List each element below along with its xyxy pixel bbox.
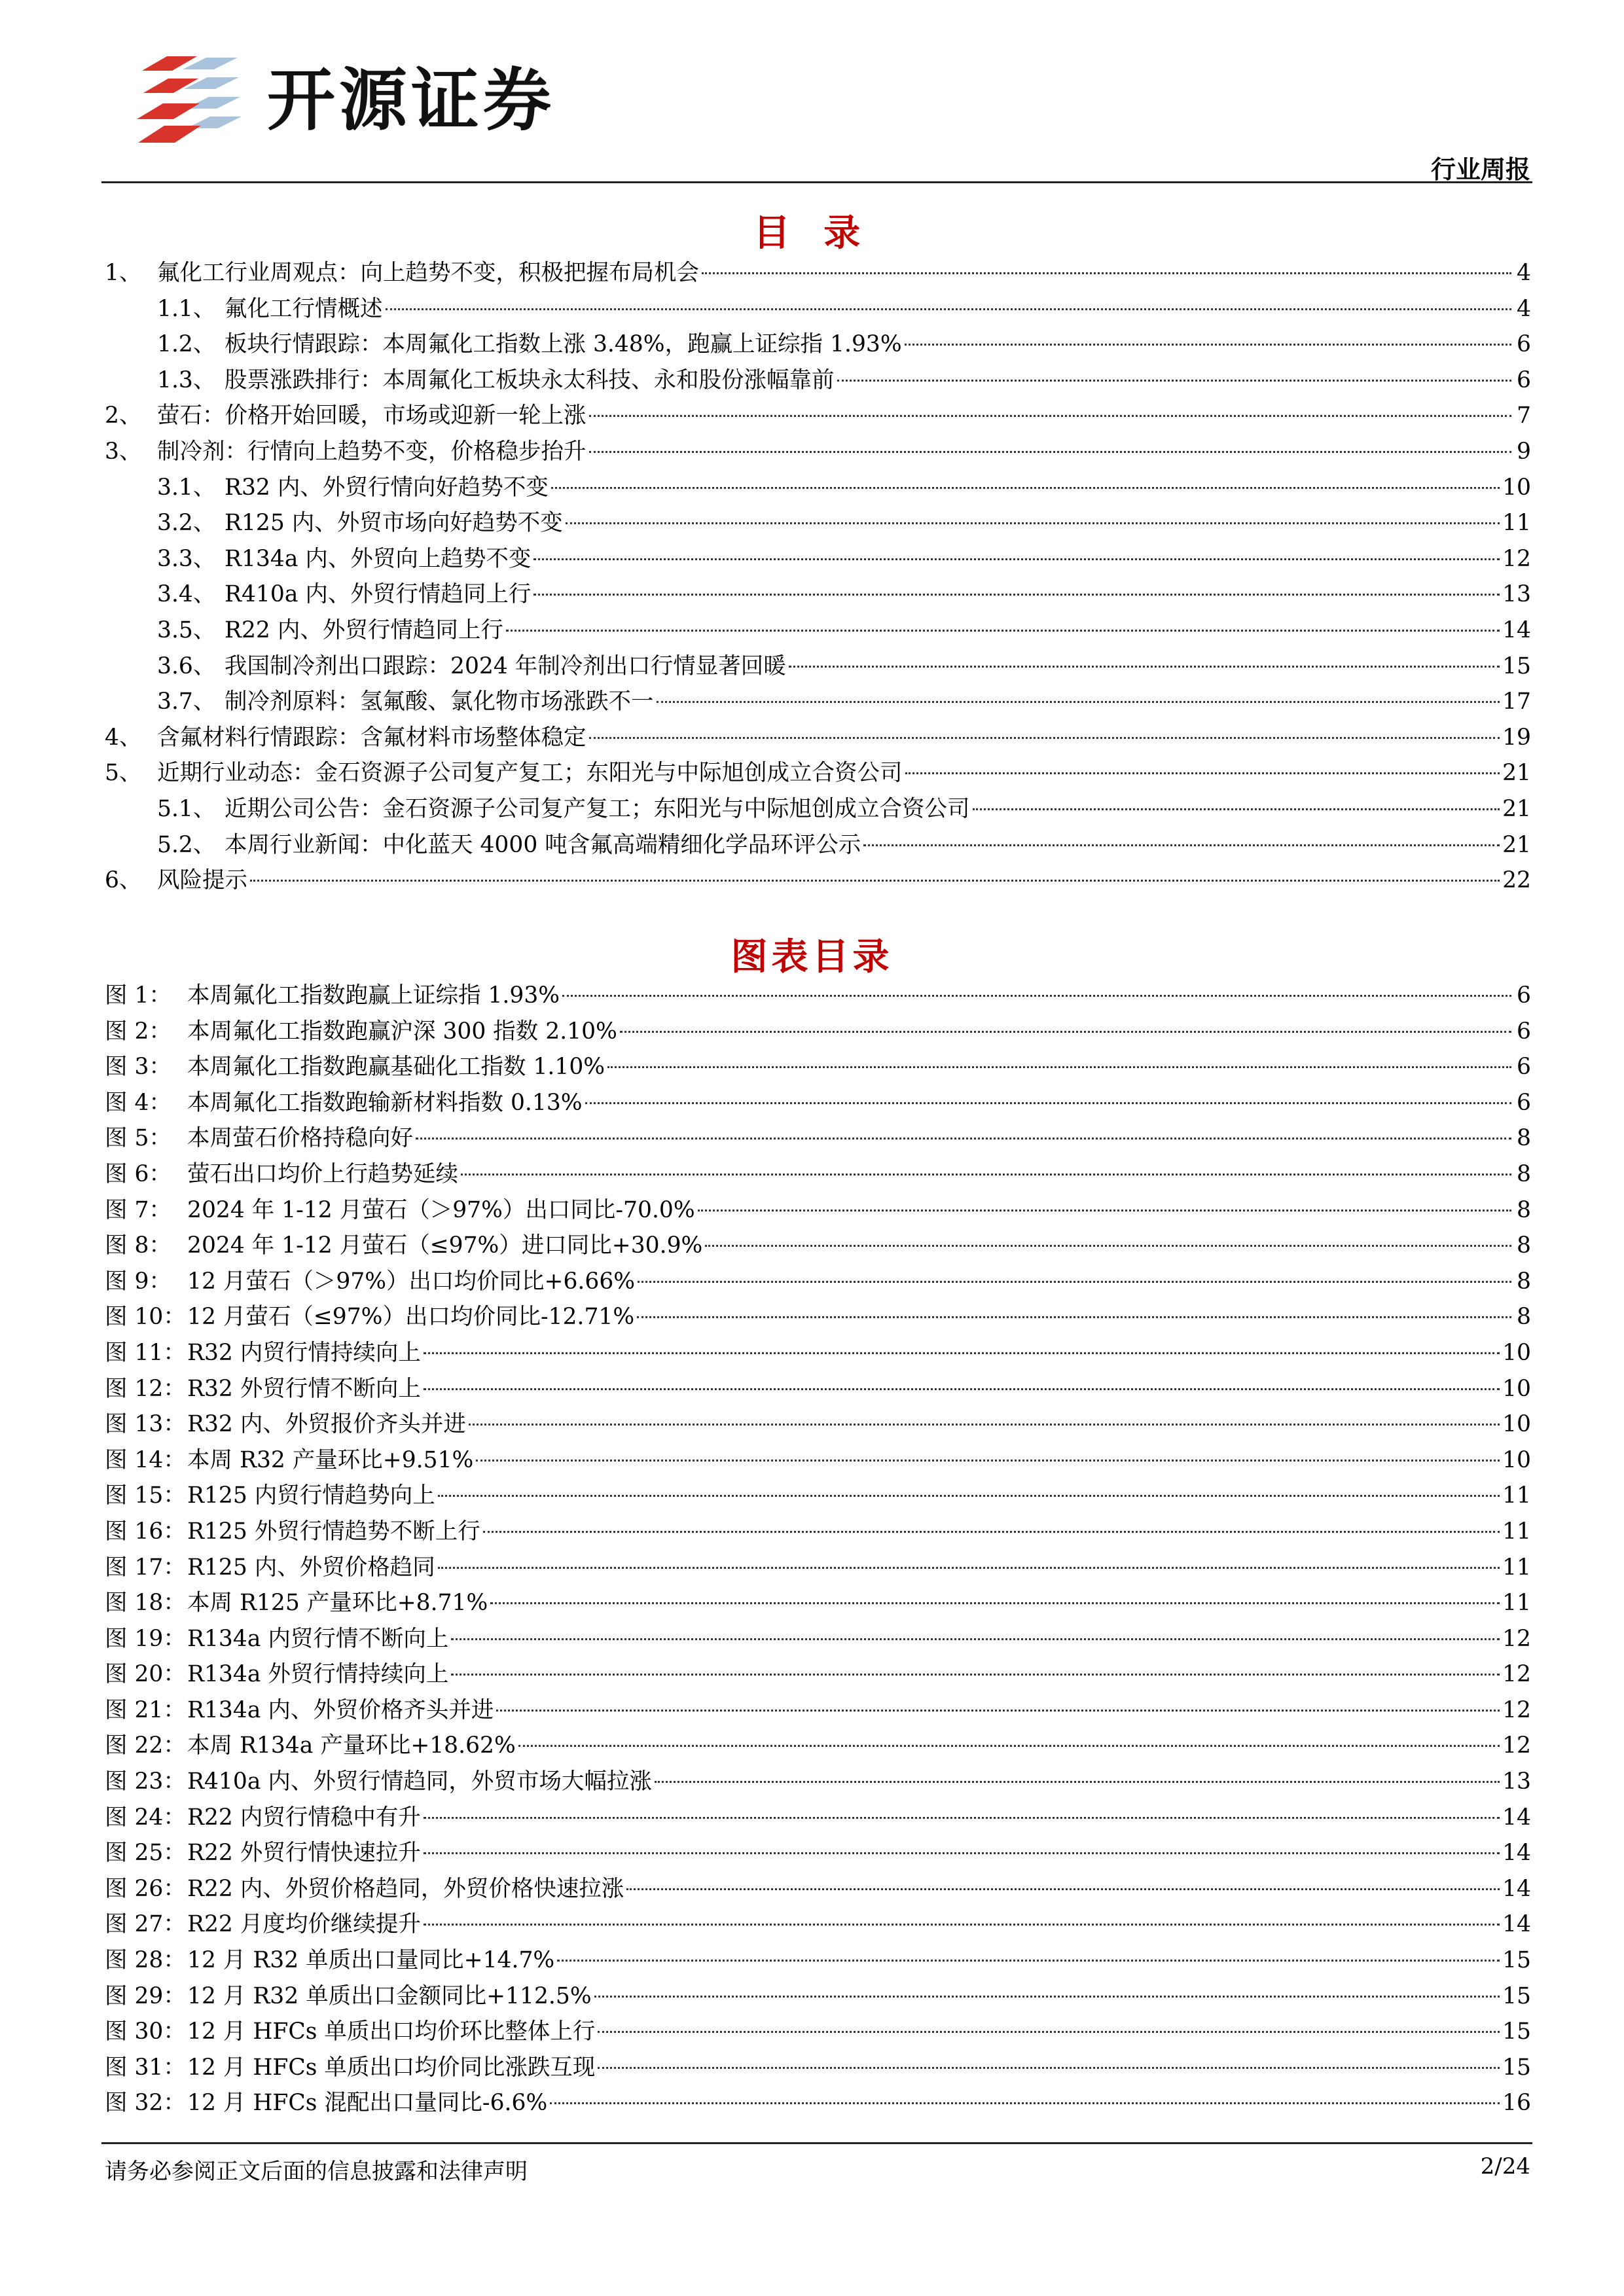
entry-number: 图 27： xyxy=(105,1911,186,1938)
entry-number: 图 13： xyxy=(105,1411,186,1438)
figure-entry[interactable] xyxy=(105,1407,1531,1443)
dot-leader xyxy=(705,1245,1511,1247)
entry-page: 14 xyxy=(1502,1911,1531,1938)
entry-number: 图 9： xyxy=(105,1268,171,1295)
toc-entry[interactable] xyxy=(105,505,1531,541)
figure-entry[interactable] xyxy=(105,1014,1531,1050)
figure-entry[interactable] xyxy=(105,1943,1531,1979)
entry-title: 氟化工行情概述 xyxy=(225,295,383,322)
toc-entry[interactable] xyxy=(105,863,1531,899)
dot-leader xyxy=(607,1066,1511,1068)
figure-entry[interactable] xyxy=(105,2014,1531,2050)
dot-leader xyxy=(837,380,1512,382)
toc-entry[interactable] xyxy=(105,791,1531,827)
entry-page: 14 xyxy=(1502,1875,1531,1902)
entry-page: 13 xyxy=(1502,581,1531,608)
toc-entry[interactable] xyxy=(105,755,1531,791)
entry-number: 6、 xyxy=(105,867,142,894)
figure-entry[interactable] xyxy=(105,1193,1531,1229)
entry-number: 1.3、 xyxy=(157,367,216,393)
entry-page: 6 xyxy=(1517,1054,1531,1081)
header-rule xyxy=(101,181,1532,183)
entry-title: 氟化工行业周观点：向上趋势不变，积极把握布局机会 xyxy=(157,260,699,286)
entry-page: 11 xyxy=(1502,1518,1531,1545)
entry-title: 2024 年 1-12 月萤石（＞97%）出口同比-70.0% xyxy=(187,1196,695,1223)
entry-number: 5、 xyxy=(105,760,142,787)
entry-page: 15 xyxy=(1502,2054,1531,2081)
figures-title: 图表目录 xyxy=(731,936,893,978)
entry-title: 本周氟化工指数跑赢基础化工指数 1.10% xyxy=(187,1054,605,1081)
entry-title: R32 内贸行情持续向上 xyxy=(187,1339,421,1366)
entry-number: 2、 xyxy=(105,403,142,429)
entry-number: 图 32： xyxy=(105,2090,186,2117)
dot-leader xyxy=(557,1960,1500,1962)
entry-title: R32 外贸行情不断向上 xyxy=(187,1375,421,1402)
entry-number: 图 2： xyxy=(105,1018,171,1045)
entry-title: 12 月 HFCs 单质出口均价同比涨跌互现 xyxy=(187,2054,596,2081)
entry-page: 9 xyxy=(1517,438,1531,465)
dot-leader xyxy=(416,1138,1511,1139)
entry-number: 图 14： xyxy=(105,1446,186,1473)
dot-leader xyxy=(424,1817,1500,1819)
entry-title: 近期公司公告：金石资源子公司复产复工；东阳光与中际旭创成立合资公司 xyxy=(225,795,970,822)
page-number: 2/24 xyxy=(1480,2153,1530,2179)
entry-number: 图 8： xyxy=(105,1232,171,1259)
toc-entry[interactable] xyxy=(105,827,1531,863)
entry-title: 股票涨跌排行：本周氟化工板块永太科技、永和股份涨幅靠前 xyxy=(225,367,835,393)
entry-title: 12 月 R32 单质出口量同比+14.7% xyxy=(187,1947,555,1974)
figure-entry[interactable] xyxy=(105,1621,1531,1657)
entry-title: 本周 R125 产量环比+8.71% xyxy=(187,1590,488,1617)
entry-number: 图 4： xyxy=(105,1089,171,1116)
toc-entry[interactable] xyxy=(105,255,1531,291)
dot-leader xyxy=(598,2067,1500,2069)
toc-entry[interactable] xyxy=(105,649,1531,685)
toc-entry[interactable] xyxy=(105,470,1531,506)
figure-entry[interactable] xyxy=(105,1085,1531,1121)
entry-page: 12 xyxy=(1502,1661,1531,1688)
figure-entry[interactable] xyxy=(105,1049,1531,1085)
dot-leader xyxy=(626,1888,1500,1890)
entry-number: 图 22： xyxy=(105,1732,186,1759)
entry-page: 10 xyxy=(1502,1411,1531,1438)
entry-number: 图 23： xyxy=(105,1768,186,1795)
dot-leader xyxy=(424,1388,1500,1390)
entry-title: R125 内、外贸价格趋同 xyxy=(187,1554,435,1581)
toc-entry[interactable] xyxy=(105,291,1531,327)
entry-number: 1、 xyxy=(105,260,142,286)
entry-title: 12 月 HFCs 混配出口量同比-6.6% xyxy=(187,2090,548,2117)
entry-number: 图 16： xyxy=(105,1518,186,1545)
dot-leader xyxy=(506,630,1500,632)
entry-page: 12 xyxy=(1502,545,1531,572)
figure-entry[interactable] xyxy=(105,1121,1531,1157)
entry-title: 制冷剂原料：氢氟酸、氯化物市场涨跌不一 xyxy=(225,689,654,715)
entry-page: 15 xyxy=(1502,2018,1531,2045)
entry-number: 图 10： xyxy=(105,1304,186,1331)
entry-title: R410a 内、外贸行情趋同上行 xyxy=(225,581,532,608)
entry-title: R125 内贸行情趋势向上 xyxy=(187,1482,435,1509)
footer-rule xyxy=(101,2142,1532,2144)
entry-number: 图 21： xyxy=(105,1696,186,1723)
entry-page: 6 xyxy=(1517,1018,1531,1045)
entry-number: 图 24： xyxy=(105,1804,186,1831)
dot-leader xyxy=(598,2031,1500,2033)
dot-leader xyxy=(905,772,1500,774)
entry-page: 4 xyxy=(1517,295,1531,322)
entry-page: 8 xyxy=(1517,1304,1531,1331)
dot-leader xyxy=(789,666,1500,668)
entry-page: 15 xyxy=(1502,1947,1531,1974)
entry-page: 15 xyxy=(1502,1982,1531,2009)
entry-number: 4、 xyxy=(105,724,142,751)
dot-leader xyxy=(533,594,1500,596)
entry-title: 萤石：价格开始回暖，市场或迎新一轮上涨 xyxy=(157,403,586,429)
entry-number: 1.2、 xyxy=(157,331,216,358)
entry-page: 4 xyxy=(1517,260,1531,286)
figure-entry[interactable] xyxy=(105,2050,1531,2086)
figure-entry[interactable] xyxy=(105,1443,1531,1479)
entry-title: R134a 内贸行情不断向上 xyxy=(187,1625,449,1652)
entry-page: 8 xyxy=(1517,1268,1531,1295)
entry-title: R410a 内、外贸行情趋同，外贸市场大幅拉涨 xyxy=(187,1768,652,1795)
entry-page: 6 xyxy=(1517,331,1531,358)
entry-number: 图 25： xyxy=(105,1840,186,1867)
dot-leader xyxy=(620,1031,1511,1033)
entry-title: R22 外贸行情快速拉升 xyxy=(187,1840,421,1867)
entry-page: 8 xyxy=(1517,1232,1531,1259)
entry-title: 含氟材料行情跟踪：含氟材料市场整体稳定 xyxy=(157,724,586,751)
dot-leader xyxy=(863,844,1500,846)
dot-leader xyxy=(566,522,1500,524)
toc-entry[interactable] xyxy=(105,398,1531,434)
entry-title: R22 内、外贸行情趋同上行 xyxy=(225,617,503,643)
entry-page: 21 xyxy=(1502,795,1531,822)
entry-number: 3.3、 xyxy=(157,545,216,572)
figure-entry[interactable] xyxy=(105,1657,1531,1693)
entry-number: 图 11： xyxy=(105,1339,186,1366)
entry-number: 3、 xyxy=(105,438,142,465)
entry-title: R125 外贸行情趋势不断上行 xyxy=(187,1518,480,1545)
dot-leader xyxy=(594,1996,1500,1998)
entry-page: 13 xyxy=(1502,1768,1531,1795)
toc-entry[interactable] xyxy=(105,434,1531,470)
entry-page: 6 xyxy=(1517,367,1531,393)
entry-page: 8 xyxy=(1517,1125,1531,1152)
entry-page: 10 xyxy=(1502,1339,1531,1366)
entry-title: 板块行情跟踪：本周氟化工指数上涨 3.48%，跑赢上证综指 1.93% xyxy=(225,331,902,358)
dot-leader xyxy=(702,272,1511,274)
toc-entry[interactable] xyxy=(105,363,1531,399)
entry-number: 1.1、 xyxy=(157,295,216,322)
dot-leader xyxy=(476,1460,1500,1462)
dot-leader xyxy=(483,1531,1500,1533)
toc-entry[interactable] xyxy=(105,541,1531,577)
dot-leader xyxy=(698,1210,1511,1211)
entry-page: 12 xyxy=(1502,1625,1531,1652)
entry-title: 本周 R32 产量环比+9.51% xyxy=(187,1446,474,1473)
entry-title: R22 内贸行情稳中有升 xyxy=(187,1804,421,1831)
brand-logo-icon xyxy=(134,51,249,149)
entry-page: 10 xyxy=(1502,1375,1531,1402)
figure-entry[interactable] xyxy=(105,1335,1531,1371)
entry-page: 14 xyxy=(1502,1804,1531,1831)
entry-page: 10 xyxy=(1502,474,1531,501)
entry-page: 6 xyxy=(1517,982,1531,1009)
entry-title: 12 月 R32 单质出口金额同比+112.5% xyxy=(187,1982,592,2009)
entry-number: 图 6： xyxy=(105,1160,171,1187)
entry-title: R125 内、外贸市场向好趋势不变 xyxy=(225,510,563,537)
toc-list xyxy=(105,255,1531,899)
entry-number: 图 12： xyxy=(105,1375,186,1402)
dot-leader xyxy=(496,1710,1500,1712)
entry-page: 6 xyxy=(1517,1089,1531,1116)
dot-leader xyxy=(424,1352,1500,1354)
entry-number: 3.1、 xyxy=(157,474,216,501)
entry-page: 17 xyxy=(1502,689,1531,715)
toc-entry[interactable] xyxy=(105,577,1531,613)
toc-entry[interactable] xyxy=(105,720,1531,756)
entry-page: 21 xyxy=(1502,831,1531,858)
entry-page: 21 xyxy=(1502,760,1531,787)
dot-leader xyxy=(585,1102,1511,1104)
entry-title: 本周氟化工指数跑赢沪深 300 指数 2.10% xyxy=(187,1018,617,1045)
entry-number: 3.4、 xyxy=(157,581,216,608)
figure-entry[interactable] xyxy=(105,1979,1531,2015)
entry-title: 本周氟化工指数跑赢上证综指 1.93% xyxy=(187,982,560,1009)
entry-page: 8 xyxy=(1517,1160,1531,1187)
dot-leader xyxy=(533,558,1500,560)
figure-entry[interactable] xyxy=(105,1228,1531,1264)
entry-number: 图 29： xyxy=(105,1982,186,2009)
entry-page: 12 xyxy=(1502,1732,1531,1759)
figure-entry[interactable] xyxy=(105,1871,1531,1907)
figure-entry[interactable] xyxy=(105,1371,1531,1407)
entry-page: 19 xyxy=(1502,724,1531,751)
dot-leader xyxy=(424,1924,1500,1926)
entry-title: 我国制冷剂出口跟踪：2024 年制冷剂出口行情显著回暖 xyxy=(225,653,786,679)
entry-title: 萤石出口均价上行趋势延续 xyxy=(187,1160,458,1187)
dot-leader xyxy=(655,1781,1500,1783)
dot-leader xyxy=(551,487,1500,489)
figure-entry[interactable] xyxy=(105,978,1531,1014)
dot-leader xyxy=(550,2102,1500,2104)
entry-page: 11 xyxy=(1502,510,1531,537)
entry-number: 图 18： xyxy=(105,1590,186,1617)
dot-leader xyxy=(657,701,1500,703)
entry-number: 图 28： xyxy=(105,1947,186,1974)
footer-disclaimer: 请务必参阅正文后面的信息披露和法律声明 xyxy=(105,2159,528,2185)
dot-leader xyxy=(589,415,1512,417)
figures-list xyxy=(105,978,1531,2121)
dot-leader xyxy=(250,880,1500,882)
figure-entry[interactable] xyxy=(105,2085,1531,2121)
toc-entry[interactable] xyxy=(105,327,1531,363)
entry-page: 14 xyxy=(1502,1840,1531,1867)
entry-page: 22 xyxy=(1502,867,1531,894)
entry-number: 图 17： xyxy=(105,1554,186,1581)
entry-number: 图 31： xyxy=(105,2054,186,2081)
entry-title: 本周萤石价格持稳向好 xyxy=(187,1125,413,1152)
dot-leader xyxy=(589,737,1500,739)
toc-entry[interactable] xyxy=(105,613,1531,649)
dot-leader xyxy=(562,995,1511,997)
entry-page: 16 xyxy=(1502,2090,1531,2117)
dot-leader xyxy=(424,1852,1500,1854)
figure-entry[interactable] xyxy=(105,1157,1531,1193)
entry-page: 11 xyxy=(1502,1554,1531,1581)
entry-number: 3.6、 xyxy=(157,653,216,679)
entry-number: 图 7： xyxy=(105,1196,171,1223)
dot-leader xyxy=(461,1174,1511,1175)
figure-entry[interactable] xyxy=(105,1550,1531,1586)
entry-number: 3.7、 xyxy=(157,689,216,715)
entry-number: 图 20： xyxy=(105,1661,186,1688)
figure-entry[interactable] xyxy=(105,1478,1531,1514)
dot-leader xyxy=(438,1567,1500,1569)
figure-entry[interactable] xyxy=(105,1728,1531,1764)
dot-leader xyxy=(589,451,1512,453)
entry-number: 3.5、 xyxy=(157,617,216,643)
brand-name: 开源证券 xyxy=(267,60,556,140)
figure-entry[interactable] xyxy=(105,1800,1531,1836)
entry-title: 12 月萤石（≤97%）出口均价同比-12.71% xyxy=(187,1304,635,1331)
dot-leader xyxy=(637,1316,1511,1318)
entry-page: 15 xyxy=(1502,653,1531,679)
dot-leader xyxy=(973,808,1500,810)
toc-title: 目 录 xyxy=(753,212,871,255)
entry-title: 2024 年 1-12 月萤石（≤97%）进口同比+30.9% xyxy=(187,1232,703,1259)
entry-number: 5.1、 xyxy=(157,795,216,822)
dot-leader xyxy=(638,1281,1511,1283)
entry-title: 12 月萤石（＞97%）出口均价同比+6.66% xyxy=(187,1268,636,1295)
entry-number: 图 26： xyxy=(105,1875,186,1902)
brand-logo xyxy=(134,51,555,149)
entry-title: R134a 外贸行情持续向上 xyxy=(187,1661,449,1688)
entry-title: R22 内、外贸价格趋同，外贸价格快速拉涨 xyxy=(187,1875,624,1902)
entry-number: 3.2、 xyxy=(157,510,216,537)
dot-leader xyxy=(518,1745,1500,1747)
entry-page: 12 xyxy=(1502,1696,1531,1723)
dot-leader xyxy=(490,1602,1500,1604)
entry-title: 本周行业新闻：中化蓝天 4000 吨含氟高端精细化学品环评公示 xyxy=(225,831,861,858)
toc-entry[interactable] xyxy=(105,684,1531,720)
entry-number: 图 5： xyxy=(105,1125,171,1152)
dot-leader xyxy=(451,1674,1500,1676)
entry-title: R32 内、外贸报价齐头并进 xyxy=(187,1411,466,1438)
entry-number: 图 30： xyxy=(105,2018,186,2045)
dot-leader xyxy=(469,1424,1500,1426)
entry-title: R32 内、外贸行情向好趋势不变 xyxy=(225,474,549,501)
dot-leader xyxy=(451,1638,1500,1640)
entry-title: 风险提示 xyxy=(157,867,247,894)
entry-page: 11 xyxy=(1502,1482,1531,1509)
entry-number: 5.2、 xyxy=(157,831,216,858)
entry-title: 本周氟化工指数跑输新材料指数 0.13% xyxy=(187,1089,583,1116)
report-type: 行业周报 xyxy=(1430,155,1530,184)
entry-number: 图 15： xyxy=(105,1482,186,1509)
figure-entry[interactable] xyxy=(105,1907,1531,1943)
dot-leader xyxy=(438,1495,1500,1497)
entry-title: R134a 内、外贸价格齐头并进 xyxy=(187,1696,494,1723)
dot-leader xyxy=(905,344,1511,346)
entry-page: 10 xyxy=(1502,1446,1531,1473)
entry-title: 12 月 HFCs 单质出口均价环比整体上行 xyxy=(187,2018,596,2045)
entry-number: 图 1： xyxy=(105,982,171,1009)
figure-entry[interactable] xyxy=(105,1514,1531,1550)
figure-entry[interactable] xyxy=(105,1835,1531,1871)
entry-page: 7 xyxy=(1517,403,1531,429)
dot-leader xyxy=(386,308,1512,310)
entry-title: 近期行业动态：金石资源子公司复产复工；东阳光与中际旭创成立合资公司 xyxy=(157,760,903,787)
figure-entry[interactable] xyxy=(105,1264,1531,1300)
figure-entry[interactable] xyxy=(105,1585,1531,1621)
entry-page: 8 xyxy=(1517,1196,1531,1223)
figure-entry[interactable] xyxy=(105,1764,1531,1800)
entry-number: 图 3： xyxy=(105,1054,171,1081)
entry-title: R22 月度均价继续提升 xyxy=(187,1911,421,1938)
entry-title: 制冷剂：行情向上趋势不变，价格稳步抬升 xyxy=(157,438,586,465)
figure-entry[interactable] xyxy=(105,1299,1531,1335)
entry-title: R134a 内、外贸向上趋势不变 xyxy=(225,545,532,572)
figure-entry[interactable] xyxy=(105,1693,1531,1729)
entry-page: 11 xyxy=(1502,1590,1531,1617)
entry-title: 本周 R134a 产量环比+18.62% xyxy=(187,1732,516,1759)
entry-number: 图 19： xyxy=(105,1625,186,1652)
entry-page: 14 xyxy=(1502,617,1531,643)
